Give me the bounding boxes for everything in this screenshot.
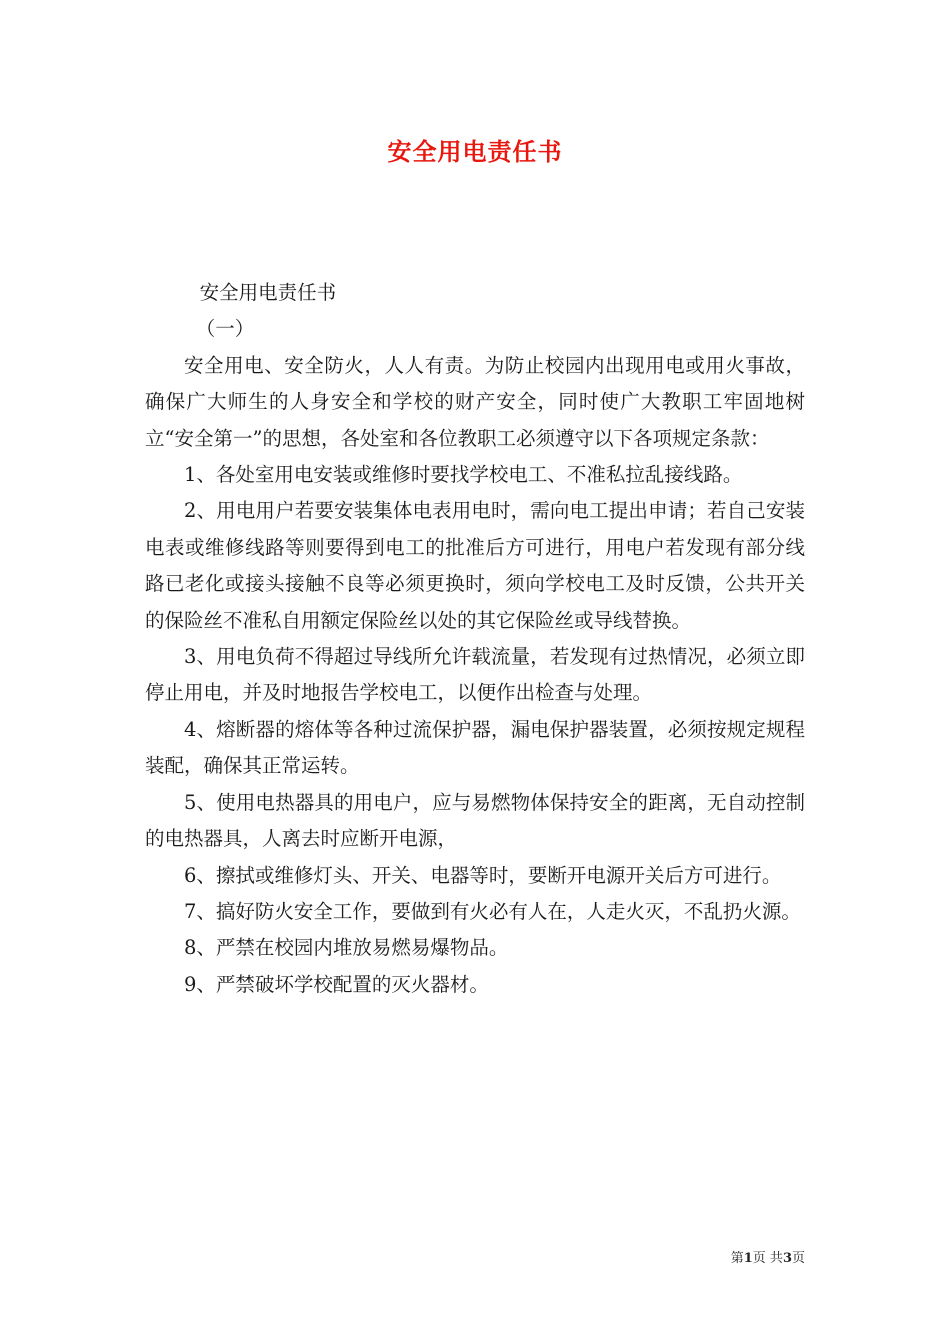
- intro-paragraph: 安全用电、安全防火，人人有责。为防止校园内出现用电或用火事故，确保广大师生的人身安全和学校的财产安全，同时使广大教职工牢固地树立“安全第一”的思想，各处室和各位教职工必须遵守以下各项规定条款：: [145, 353, 805, 450]
- rule-paragraph-3: 3、用电负荷不得超过导线所允许载流量，若发现有过热情况，必须立即停止用电，并及时地报告学校电工，以便作出检查与处理。: [145, 645, 805, 705]
- page-footer: [731, 1247, 805, 1266]
- footer-prefix: 第: [730, 1251, 744, 1266]
- rule-paragraph-6: 6、擦拭或维修灯头、开关、电器等时，要断开电源开关后方可进行。: [184, 863, 782, 887]
- document-body: [145, 275, 805, 1003]
- footer-current-page: 1: [743, 1251, 753, 1266]
- footer-suffix: 页: [791, 1251, 805, 1266]
- rule-paragraph-8: 8、严禁在校园内堆放易燃易爆物品。: [184, 936, 509, 960]
- footer-total-pages: 3: [782, 1251, 792, 1266]
- footer-middle: 页 共: [752, 1251, 783, 1266]
- rule-paragraph-5: 5、使用电热器具的用电户，应与易燃物体保持安全的距离，无自动控制的电热器具，人离去时应断开电源，: [145, 790, 805, 851]
- document-subtitle: 安全用电责任书: [199, 281, 337, 304]
- rule-paragraph-4: 4、熔断器的熔体等各种过流保护器，漏电保护器装置，必须按规定规程装配，确保其正常运转。: [145, 717, 805, 778]
- rule-paragraph-7: 7、搞好防火安全工作，要做到有火必有人在，人走火灭，不乱扔火源。: [184, 899, 801, 923]
- rule-paragraph-1: 1、各处室用电安装或维修时要找学校电工、不准私拉乱接线路。: [184, 463, 743, 487]
- document-title: 安全用电责任书: [387, 137, 563, 166]
- section-number: （一）: [195, 317, 255, 341]
- rule-paragraph-2: 2、用电用户若要安装集体电表用电时，需向电工提出申请；若自己安装电表或维修线路等则要得到电工的批准后方可进行，用电户若发现有部分线路已老化或接头接触不良等必须更换时，须向学校电工及时反馈，公共开关的保险丝不准私自用额定保险丝以处的其它保险丝或导线替换。: [145, 499, 805, 632]
- rule-paragraph-9: 9、严禁破坏学校配置的灭火器材。: [184, 972, 489, 996]
